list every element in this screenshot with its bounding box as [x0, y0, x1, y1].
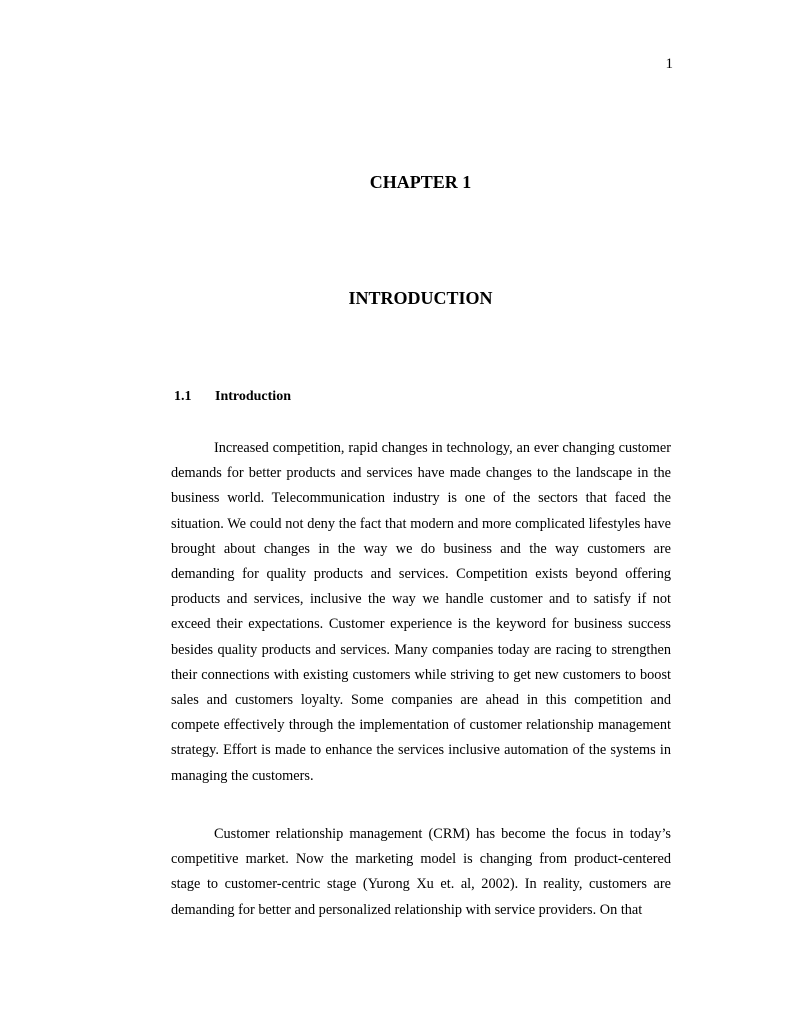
section-heading [174, 389, 291, 405]
page-number: 1 [665, 56, 673, 72]
chapter-label: CHAPTER 1 [369, 172, 472, 192]
paragraph-2: Customer relationship management (CRM) has become the focus in today’s competitive market. Now the marketing model is changing from product-centered stage to customer-centric stage (Yurong Xu et. al, 2002). In reality, customers are demanding for better and personalized relationship with service providers. On that [171, 826, 671, 918]
section-title: Introduction [215, 389, 291, 404]
chapter-title: INTRODUCTION [348, 288, 493, 308]
section-number: 1.1 [174, 389, 192, 404]
paragraph-1: Increased competition, rapid changes in technology, an ever changing customer demands for better products and services have made changes to the landscape in the business world. Telecommunication industry is one of the sectors that faced the situation. We could not deny the fact that modern and more complicated lifestyles have brought about changes in the way we do business and the way customers are demanding for quality products and services. Competition exists beyond offering products and services, inclusive the way we handle customer and to satisfy if not exceed their expectations. Customer experience is the keyword for business success besides quality products and services. Many companies today are racing to strengthen their connections with existing customers while striving to get new customers to boost sales and customers loyalty. Some companies are ahead in this competition and compete effectively through the implementation of customer relationship management strategy. Effort is made to enhance the services inclusive automation of the systems in managing the customers. [171, 440, 671, 784]
